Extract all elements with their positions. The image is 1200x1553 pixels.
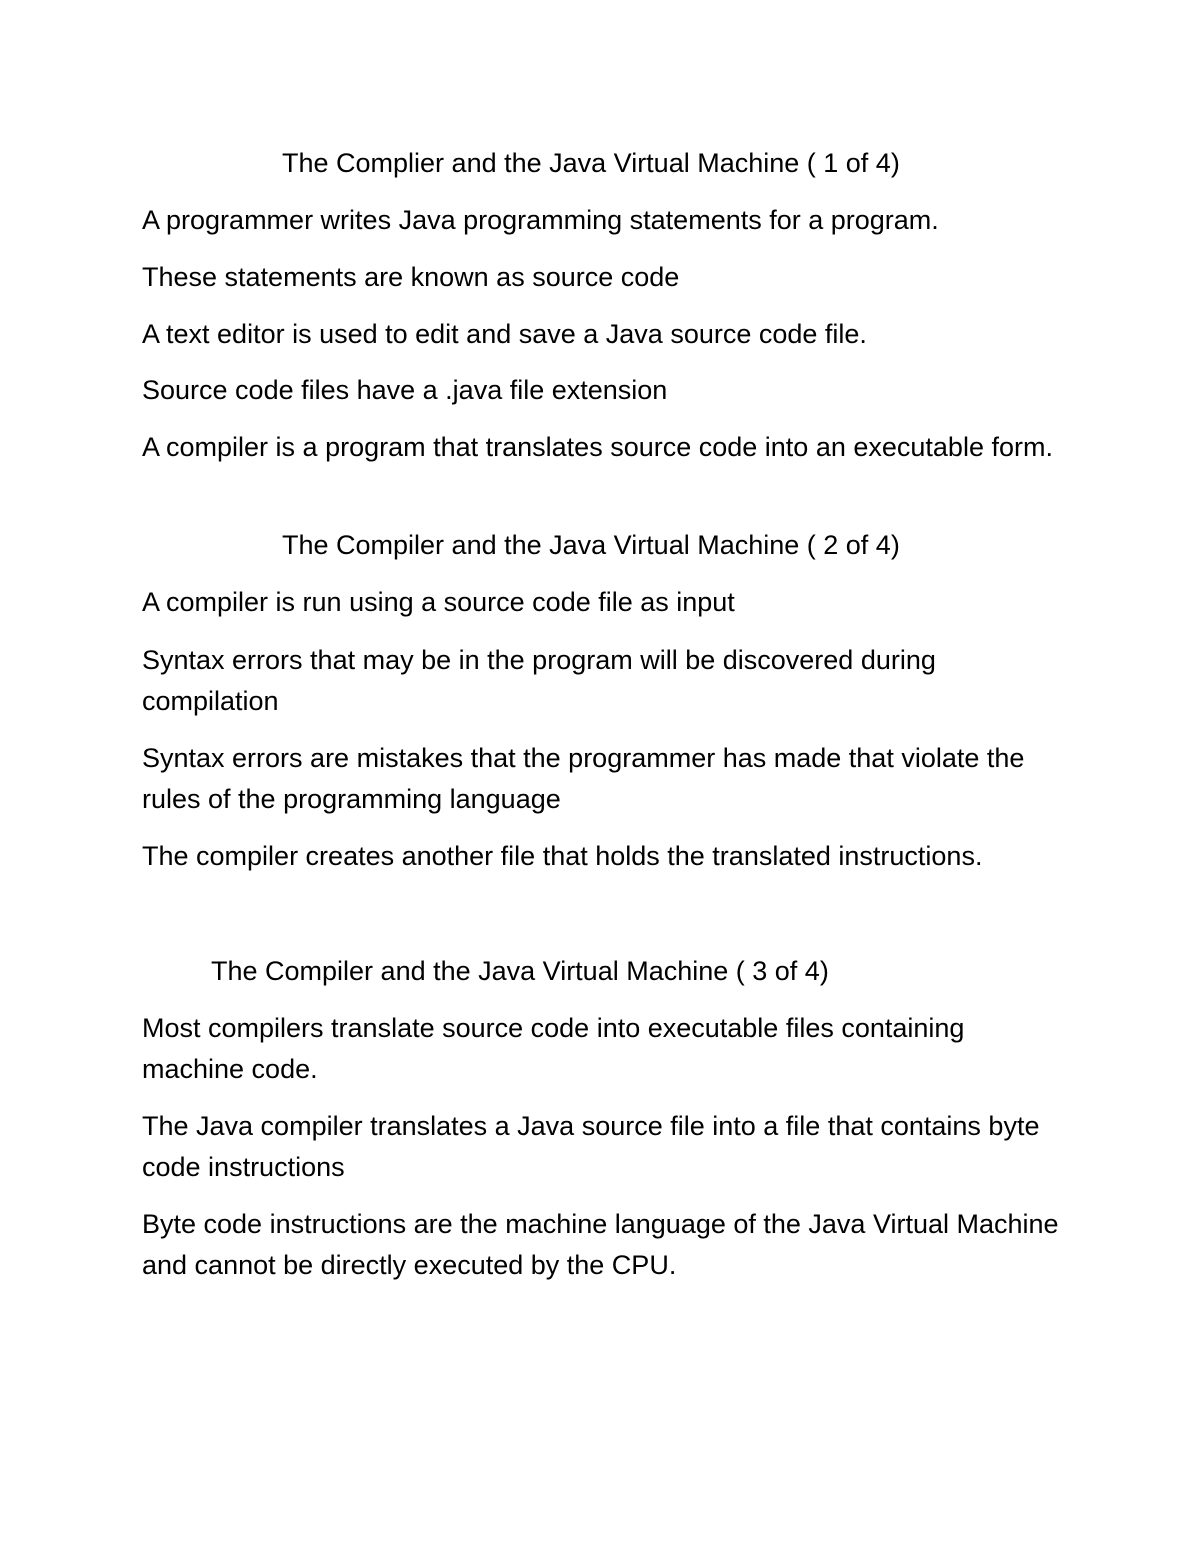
- paragraph: Most compilers translate source code into executable files containing machine code.: [142, 1013, 965, 1084]
- paragraph: A compiler is a program that translates source code into an executable form.: [142, 432, 1053, 462]
- paragraph: Syntax errors that may be in the program will be discovered during compilation: [142, 645, 936, 716]
- paragraph: Source code files have a .java file extension: [142, 375, 668, 405]
- section-heading-2: The Compiler and the Java Virtual Machine ( 2 of 4): [282, 530, 900, 560]
- section-heading-1: The Complier and the Java Virtual Machine ( 1 of 4): [282, 148, 900, 178]
- paragraph: A compiler is run using a source code file as input: [142, 587, 735, 617]
- paragraph: Syntax errors are mistakes that the programmer has made that violate the rules of the programming language: [142, 743, 1025, 814]
- paragraph: Byte code instructions are the machine language of the Java Virtual Machine and cannot be directly executed by the CPU.: [142, 1209, 1059, 1280]
- paragraph: A programmer writes Java programming statements for a program.: [142, 205, 939, 235]
- section-heading-3: The Compiler and the Java Virtual Machine ( 3 of 4): [211, 956, 829, 986]
- paragraph: These statements are known as source code: [142, 262, 680, 292]
- paragraph: The Java compiler translates a Java source file into a file that contains byte code instructions: [142, 1111, 1040, 1182]
- paragraph: A text editor is used to edit and save a Java source code file.: [142, 319, 867, 349]
- paragraph: The compiler creates another file that holds the translated instructions.: [142, 841, 983, 871]
